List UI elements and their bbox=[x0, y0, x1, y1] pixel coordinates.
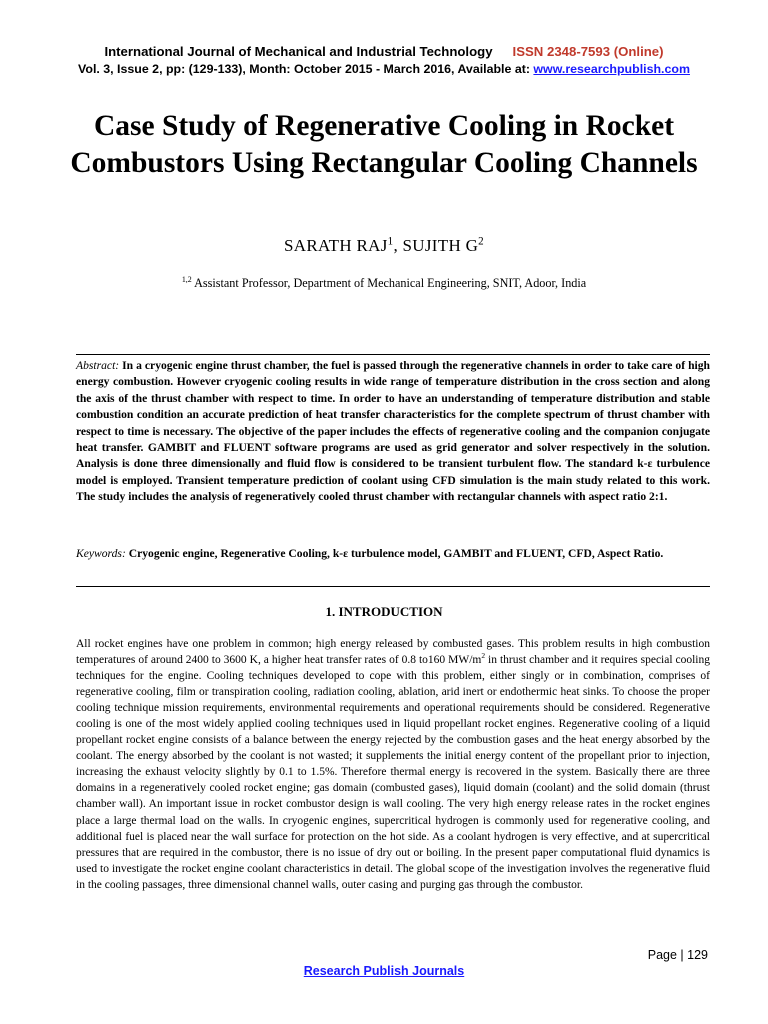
author-separator: , bbox=[393, 236, 403, 255]
journal-url-link[interactable]: www.researchpublish.com bbox=[533, 62, 690, 76]
publisher-link[interactable]: Research Publish Journals bbox=[303, 964, 465, 978]
keywords-text: Cryogenic engine, Regenerative Cooling, k-ε turbulence model, GAMBIT and FLUENT, CFD, Aspect Ratio. bbox=[125, 547, 664, 560]
volume-line bbox=[0, 62, 768, 76]
volume-info: Vol. 3, Issue 2, pp: (129-133), Month: October 2015 - March 2016, Available at: bbox=[78, 62, 534, 76]
unit-exponent: 2 bbox=[481, 651, 486, 661]
author-name: SUJITH G bbox=[402, 236, 479, 255]
introduction-paragraph bbox=[76, 636, 710, 893]
author-list bbox=[0, 236, 768, 256]
keywords-label: Keywords: bbox=[76, 547, 126, 560]
affiliation bbox=[0, 276, 768, 291]
affiliation-text: Assistant Professor, Department of Mechanical Engineering, SNIT, Adoor, India bbox=[191, 276, 587, 290]
abstract-bottom-divider bbox=[76, 586, 710, 587]
section-heading: 1. INTRODUCTION bbox=[325, 604, 443, 619]
abstract-top-divider bbox=[76, 354, 710, 355]
keywords-block bbox=[76, 546, 710, 562]
affiliation-mark: 1,2 bbox=[181, 274, 192, 284]
page-number: Page | 129 bbox=[647, 948, 708, 962]
issn-label: ISSN 2348-7593 (Online) bbox=[512, 44, 664, 59]
publisher-footer bbox=[0, 964, 768, 978]
paper-title: Case Study of Regenerative Cooling in Rocket Combustors Using Rectangular Cooling Channels bbox=[70, 110, 698, 179]
author-affil-mark: 1 bbox=[387, 235, 394, 248]
abstract-block bbox=[76, 358, 710, 506]
author-affil-mark: 2 bbox=[478, 235, 484, 248]
intro-text: All rocket engines have one problem in common; high energy released by combusted gases. This problem results in high combustion temperatures of around 2400 to 3600 K, a higher heat transfer rates of 0.8 to160 MW/m bbox=[76, 638, 710, 667]
intro-text: in thrust chamber and it requires special cooling techniques for the engine. Cooling techniques developed to cope with this problem, either singly or in combination, comprises of regenerative cooling, film or transpiration cooling, radiation cooling, ablation, arid inert or endothermic heat sinks. To choose the proper cooling technique mission requirements, environmental requirements and operational requirements should be considered. Regenerative cooling is one of the most widely applied cooling techniques used in liquid propellant rocket engines. Regenerative cooling of a liquid propellant rocket engine consists of a balance between the energy rejected by the combustion gases and the heat energy absorbed by the coolant. The energy absorbed by the coolant is not wasted; it supplements the initial energy content of the propellant prior to injection, increasing the exhaust velocity slightly by 0.1 to 1.5%. Therefore thermal energy is recovered in the system. Basically there are three domains in a regeneratively cooled rocket engine; gas domain (combusted gases), liquid domain (coolant) and the solid domain (thrust chamber wall). An important issue in rocket combustor design is wall cooling. The very high energy release rates in the rocket engines place a large thermal load on the walls. In cryogenic engines, supercritical hydrogen is commonly used for regenerative cooling, and additional fuel is placed near the wall surface for protection on the hot side. As a coolant hydrogen is very effective, and at supercritical pressures that are required in the combustor, there is no issue of dry out or boiling. In the present paper computational fluid dynamics is used to investigate the rocket engine coolant characteristics in detail. The global scope of the investigation involves the regenerative fluid in the cooling passages, three dimensional channel walls, outer casing and purging gas through the combustor. bbox=[76, 654, 711, 891]
journal-name: International Journal of Mechanical and Industrial Technology bbox=[104, 44, 493, 59]
author-name: SARATH RAJ bbox=[284, 236, 388, 255]
abstract-label: Abstract: bbox=[76, 359, 120, 372]
abstract-text: In a cryogenic engine thrust chamber, the fuel is passed through the regenerative channels in order to take care of high energy combustion. However cryogenic cooling results in wide range of temperature distribution in the cross section and along the axis of the thrust chamber with respect to time. In order to have an understanding of temperature distribution and stable combustion condition an accurate prediction of heat transfer characteristics for the complete spectrum of thrust chamber with respect to time is necessary. The objective of the paper includes the effects of regenerative cooling and the companion conjugate heat transfer. GAMBIT and FLUENT software programs are used as grid generator and solver respectively in the solution. Analysis is done three dimensionally and fluid flow is considered to be transient turbulent flow. The standard k-ε turbulence model is employed. Transient temperature prediction of coolant using CFD simulation is the main study related to this work. The study includes the analysis of regeneratively cooled thrust chamber with rectangular channels with aspect ratio 2:1. bbox=[76, 359, 710, 504]
journal-header bbox=[0, 44, 768, 59]
